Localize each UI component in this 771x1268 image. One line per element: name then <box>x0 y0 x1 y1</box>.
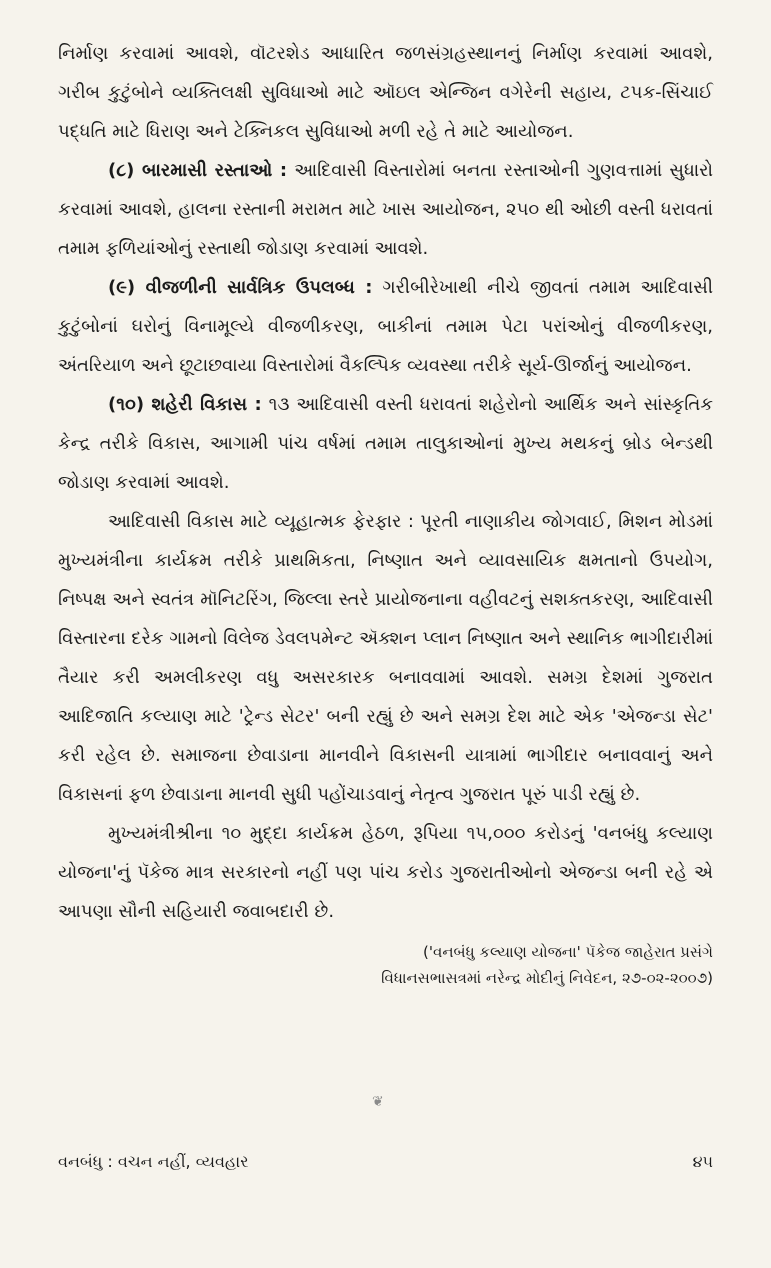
paragraph-electricity <box>58 268 713 385</box>
paragraph-strategy: આદિવાસી વિકાસ માટે વ્યૂહાત્મક ફેરફાર : પૂરતી નાણાકીય જોગવાઈ, મિશન મોડમાં મુખ્યમંત્રીના કાર્યક્રમ તરીકે પ્રાથમિકતા, નિષ્ણાત અને વ્યાવસાયિક ક્ષમતાનો ઉપયોગ, નિષ્પક્ષ અને સ્વતંત્ર મૉનિટરિંગ, જિલ્લા સ્તરે પ્રાયોજનાના વહીવટનું સશક્તકરણ, આદિવાસી વિસ્તારના દરેક ગામનો વિલેજ ડેવલપમેન્ટ ઍક્શન પ્લાન નિષ્ણાત અને સ્થાનિક ભાગીદારીમાં તૈયાર કરી અમલીકરણ વધુ અસરકારક બનાવવામાં આવશે. સમગ્ર દેશમાં ગુજરાત આદિજાતિ કલ્યાણ માટે 'ટ્રેન્ડ સેટર' બની રહ્યું છે અને સમગ્ર દેશ માટે એક 'એજન્ડા સેટ' કરી રહેલ છે. સમાજના છેવાડાના માનવીને વિકાસની યાત્રામાં ભાગીદાર બનાવવાનું અને વિકાસનાં ફળ છેવાડાના માનવી સુધી પહોંચાડવાનું નેતૃત્વ ગુજરાત પૂરું પાડી રહ્યું છે. <box>58 511 714 805</box>
heading-roads: (૮) બારમાસી રસ્તાઓ : <box>108 160 288 181</box>
source-citation <box>58 939 713 991</box>
page-number: ૪૫ <box>692 1152 713 1171</box>
body-electricity: ગરીબીરેખાથી નીચે જીવતાં તમામ આદિવાસી કુટુંબોનાં ઘરોનું વિનામૂલ્યે વીજળીકરણ, બાકીનાં તમામ પેટા પરાંઓનું વીજળીકરણ, અંતરિયાળ અને છૂટાછવાયા વિસ્તારોમાં વૈકલ્પિક વ્યવસ્થા તરીકે સૂર્ય-ઊર્જાનું આયોજન. <box>58 277 713 376</box>
source-line-2: વિધાનસભાસત્રમાં નરેન્દ્ર મોદીનું નિવેદન, ૨૭-૦૨-૨૦૦૭) <box>381 969 713 987</box>
ornament-icon: ❦ <box>372 1094 384 1110</box>
source-line-1: ('વનબંધુ કલ્યાણ યોજના' પૅકેજ જાહેરાત પ્રસંગે <box>423 943 713 961</box>
body-roads: આદિવાસી વિસ્તારોમાં બનતા રસ્તાઓની ગુણવત્તામાં સુધારો કરવામાં આવશે, હાલના રસ્તાની મરામત માટે ખાસ આયોજન, ૨૫૦ થી ઓછી વસ્તી ધરાવતાં તમામ ફળિયાંઓનું રસ્તાથી જોડાણ કરવામાં આવશે. <box>58 160 713 259</box>
paragraph-roads <box>58 151 713 268</box>
page-footer <box>58 1152 713 1172</box>
paragraph-urban <box>58 385 713 502</box>
paragraph-package: મુખ્યમંત્રીશ્રીના ૧૦ મુદ્દા કાર્યક્રમ હેઠળ, રૂપિયા ૧૫,૦૦૦ કરોડનું 'વનબંધુ કલ્યાણ યોજના'નું પૅકેજ માત્ર સરકારનો નહીં પણ પાંચ કરોડ ગુજરાતીઓનો એજન્ડા બની રહે એ આપણા સૌની સહિયારી જવાબદારી છે. <box>58 823 713 922</box>
heading-urban: (૧૦) શહેરી વિકાસ : <box>108 394 262 415</box>
heading-electricity: (૯) વીજળીની સાર્વત્રિક ઉપલબ્ધ : <box>108 277 373 298</box>
body-urban: ૧૩ આદિવાસી વસ્તી ધરાવતાં શહેરોનો આર્થિક અને સાંસ્કૃતિક કેન્દ્ર તરીકે વિકાસ, આગામી પાંચ વર્ષમાં તમામ તાલુકાઓનાં મુખ્ય મથકનું બ્રોડ બેન્ડથી જોડાણ કરવામાં આવશે. <box>58 394 713 493</box>
paragraph-intro: નિર્માણ કરવામાં આવશે, વૉટરશેડ આધારિત જળસંગ્રહસ્થાનનું નિર્માણ કરવામાં આવશે, ગરીબ કુટુંબોને વ્યક્તિલક્ષી સુવિધાઓ માટે ઑઇલ એન્જિન વગેરેની સહાય, ટપક-સિંચાઈ પદ્ધતિ માટે ધિરાણ અને ટેક્નિકલ સુવિધાઓ મળી રહે તે માટે આયોજન. <box>58 43 713 142</box>
footer-title: વનબંધુ : વચન નહીં, વ્યવહાર <box>58 1152 249 1171</box>
page-body <box>58 34 713 991</box>
